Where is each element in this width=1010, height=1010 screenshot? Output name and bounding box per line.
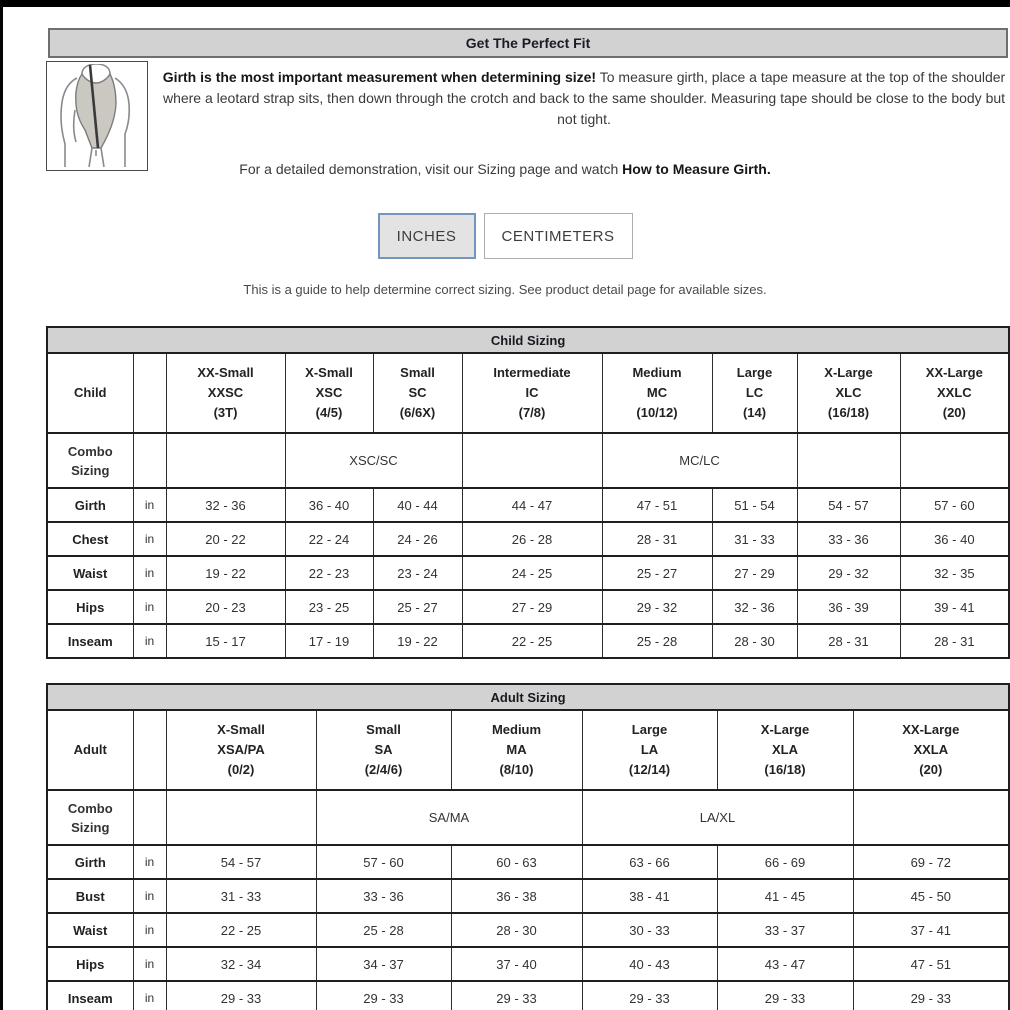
child-combo-label: Combo Sizing	[47, 433, 133, 488]
child-combo-row	[47, 433, 1009, 488]
table-row: Chest in 20 - 22 22 - 24 24 - 26 26 - 28 28 - 31 31 - 33 33 - 36 36 - 40	[47, 522, 1009, 556]
child-col-xl: X-Large XLC (16/18)	[797, 353, 900, 433]
child-col-xxs: XX-Small XXSC (3T)	[166, 353, 285, 433]
page-title	[48, 28, 1008, 58]
adult-combo-row	[47, 790, 1009, 845]
demo-line-bold: How to Measure Girth.	[622, 161, 771, 177]
table-row: Waist in 22 - 25 25 - 28 28 - 30 30 - 33 33 - 37 37 - 41	[47, 913, 1009, 947]
centimeters-button-label: CENTIMETERS	[501, 227, 615, 245]
child-sizing-table	[46, 326, 1010, 659]
unit-toggle	[0, 213, 1010, 259]
adult-combo-la-xl: LA/XL	[582, 790, 853, 845]
inches-button[interactable]	[378, 213, 476, 259]
demo-line-prefix: For a detailed demonstration, visit our Sizing page and watch	[239, 161, 623, 177]
child-col-xxl: XX-Large XXLC (20)	[900, 353, 1009, 433]
adult-table-title: Adult Sizing	[47, 684, 1009, 710]
intro-section	[0, 61, 1010, 177]
table-row: Inseam in 29 - 33 29 - 33 29 - 33 29 - 33 29 - 33 29 - 33	[47, 981, 1009, 1010]
sizing-note: This is a guide to help determine correct sizing. See product detail page for available sizes.	[243, 282, 767, 297]
adult-col-s: Small SA (2/4/6)	[316, 710, 451, 790]
girth-instructions-rest: To measure girth, place a tape measure at the top of the shoulder where a leotard strap sits, then down through the crotch and back to the same shoulder. Measuring tape should be close to the body but not tight.	[162, 69, 1006, 127]
adult-header-row	[47, 710, 1009, 790]
leotard-girth-icon	[49, 64, 145, 168]
child-header-row	[47, 353, 1009, 433]
adult-combo-label: Combo Sizing	[47, 790, 133, 845]
demo-line	[0, 161, 1010, 177]
child-col-xs: X-Small XSC (4/5)	[285, 353, 373, 433]
adult-col-m: Medium MA (8/10)	[451, 710, 582, 790]
adult-col-l: Large LA (12/14)	[582, 710, 717, 790]
child-col-m: Medium MC (10/12)	[602, 353, 712, 433]
adult-unit-header	[133, 710, 166, 790]
child-combo-xsc-sc: XSC/SC	[285, 433, 462, 488]
table-row: Girth in 54 - 57 57 - 60 60 - 63 63 - 66 66 - 69 69 - 72	[47, 845, 1009, 879]
table-row: Bust in 31 - 33 33 - 36 36 - 38 38 - 41 41 - 45 45 - 50	[47, 879, 1009, 913]
adult-col-xl: X-Large XLA (16/18)	[717, 710, 853, 790]
adult-col-xs: X-Small XSA/PA (0/2)	[166, 710, 316, 790]
scan-edge-top	[0, 0, 1010, 7]
centimeters-button[interactable]	[484, 213, 633, 259]
adult-corner-label: Adult	[47, 710, 133, 790]
child-col-l: Large LC (14)	[712, 353, 797, 433]
child-col-ic: Intermediate IC (7/8)	[462, 353, 602, 433]
page-title-text: Get The Perfect Fit	[465, 35, 591, 51]
child-corner-label: Child	[47, 353, 133, 433]
table-row: Waist in 19 - 22 22 - 23 23 - 24 24 - 25 25 - 27 27 - 29 29 - 32 32 - 35	[47, 556, 1009, 590]
child-table-title: Child Sizing	[47, 327, 1009, 353]
girth-instructions-bold: Girth is the most important measurement when determining size!	[162, 69, 597, 85]
child-unit-header	[133, 353, 166, 433]
table-row: Girth in 32 - 36 36 - 40 40 - 44 44 - 47 47 - 51 51 - 54 54 - 57 57 - 60	[47, 488, 1009, 522]
adult-sizing-table	[46, 683, 1010, 1010]
adult-col-xxl: XX-Large XXLA (20)	[853, 710, 1009, 790]
table-row: Hips in 20 - 23 23 - 25 25 - 27 27 - 29 29 - 32 32 - 36 36 - 39 39 - 41	[47, 590, 1009, 624]
table-row: Hips in 32 - 34 34 - 37 37 - 40 40 - 43 43 - 47 47 - 51	[47, 947, 1009, 981]
child-combo-mc-lc: MC/LC	[602, 433, 797, 488]
girth-instructions	[160, 61, 1008, 130]
adult-combo-sa-ma: SA/MA	[316, 790, 582, 845]
table-row: Inseam in 15 - 17 17 - 19 19 - 22 22 - 25 25 - 28 28 - 30 28 - 31 28 - 31	[47, 624, 1009, 658]
child-col-s: Small SC (6/6X)	[373, 353, 462, 433]
leotard-girth-diagram	[46, 61, 148, 171]
inches-button-label: INCHES	[396, 227, 457, 245]
